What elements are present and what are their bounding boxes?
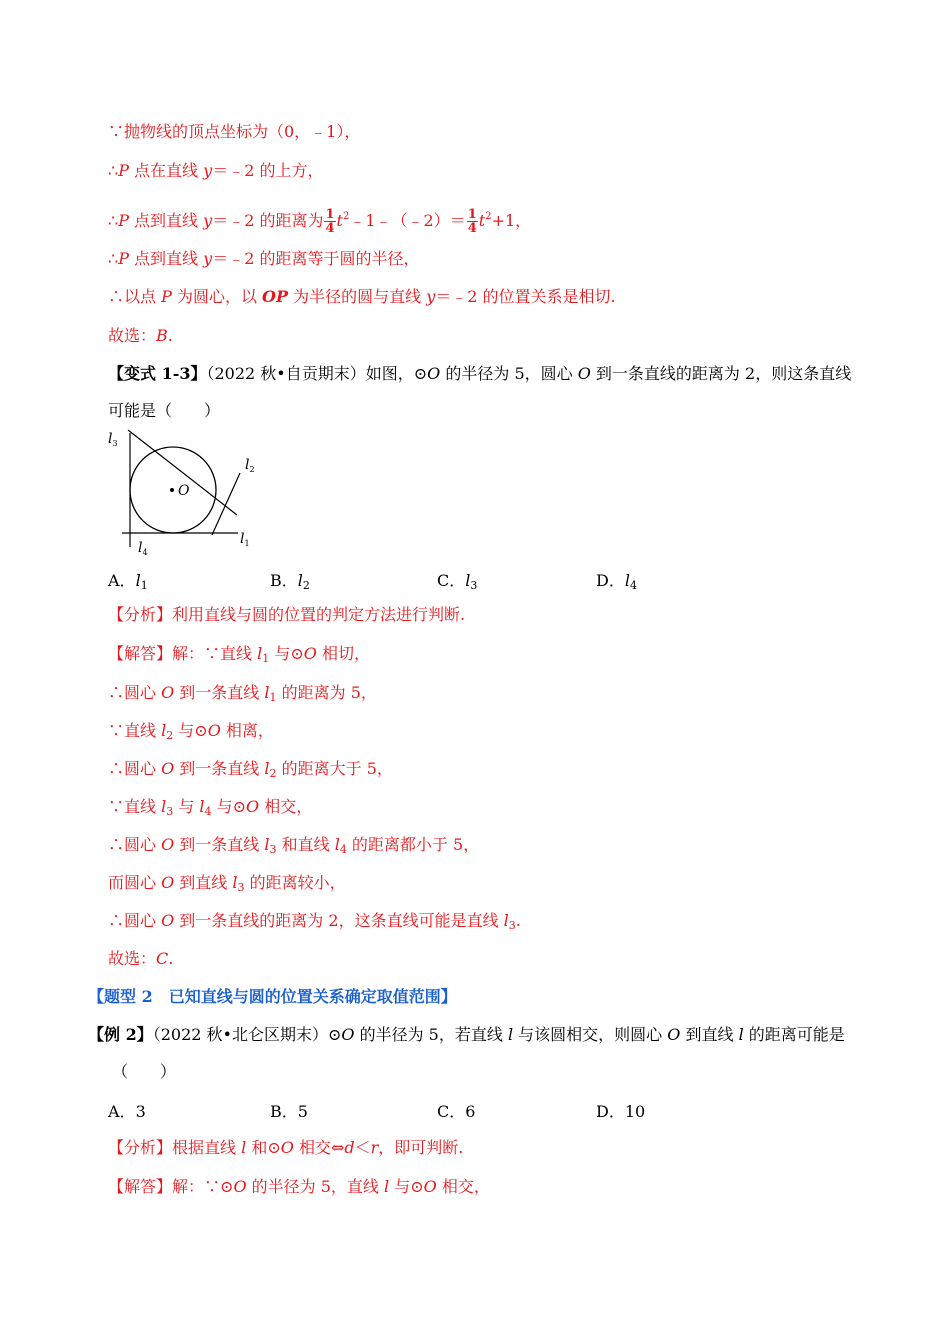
text: 的半径为 5，圆心 [440, 364, 578, 383]
var-o: O [423, 1177, 437, 1196]
text: 到直线 [680, 1025, 739, 1044]
text: 到一条直线的距离为 2，则这条直线 [590, 364, 852, 383]
section-heading: 【题型 2 已知直线与圆的位置关系确定取值范围】 [88, 987, 457, 1006]
var-l: l [334, 835, 340, 854]
text: 与该圆相交，则圆心 [513, 1025, 668, 1044]
text: . [167, 326, 173, 345]
var-o: O [161, 759, 175, 778]
var-o: O [161, 683, 175, 702]
subscript: 1 [140, 579, 148, 592]
text: 到一条直线 [174, 835, 265, 854]
text: 的距离为 5， [276, 683, 377, 702]
var-l: l [232, 873, 238, 892]
analysis-line [108, 1137, 463, 1159]
text: ∵直线 [108, 721, 162, 740]
option-letter: A． [108, 571, 136, 590]
solution-line [108, 160, 323, 182]
answer-tag: 【解答】 [108, 1177, 173, 1196]
subscript: 4 [629, 579, 637, 592]
answer-tag: 【解答】 [108, 644, 173, 663]
subscript: 2 [269, 767, 277, 780]
subscript: 1 [269, 691, 277, 704]
option-letter: A． [108, 1102, 136, 1121]
option-a [108, 1099, 146, 1122]
text: ∵抛物线的顶点坐标为（0，﹣1）， [108, 122, 361, 141]
text: 与 [173, 797, 200, 816]
question-line [112, 1061, 176, 1083]
solution-line [108, 286, 616, 308]
text: 故选： [108, 326, 157, 345]
text: （2022 秋•自贡期末）如图，⊙ [206, 364, 428, 383]
text: 和直线 [276, 835, 335, 854]
var-l: l [199, 797, 205, 816]
text: 与⊙ [173, 721, 208, 740]
text: 的距离较小， [244, 873, 346, 892]
subscript: 3 [166, 805, 174, 818]
label-l1: $l_1$ [240, 531, 250, 548]
subscript: 4 [204, 805, 212, 818]
solution-line [108, 796, 312, 823]
text: ∴ [108, 161, 119, 180]
var-l: l [738, 1025, 744, 1044]
label-l2: $l_2$ [245, 457, 255, 474]
text: ∴圆心 [108, 759, 162, 778]
text: （ ） [112, 1062, 177, 1081]
var-y: y [426, 287, 436, 306]
fraction-denominator: 4 [467, 221, 477, 236]
option-letter: C． [437, 1102, 466, 1121]
text: 点到直线 [128, 249, 204, 268]
option-letter: B． [270, 1102, 298, 1121]
answer-line [108, 643, 370, 670]
answer-line [108, 1176, 490, 1198]
text: 到一条直线 [174, 683, 265, 702]
text: . [168, 949, 174, 968]
var-p: P [161, 287, 172, 306]
text: （2022 秋•北仑区期末）⊙ [152, 1025, 342, 1044]
subscript: 1 [262, 652, 270, 665]
fraction-numerator: 1 [325, 207, 335, 222]
exponent: 2 [342, 211, 350, 222]
var-l: l [161, 721, 167, 740]
subscript: 2 [302, 579, 310, 592]
text: 为半径的圆与直线 [288, 287, 427, 306]
var-o: O [577, 364, 591, 383]
text: 的距离都小于 5， [346, 835, 480, 854]
option-b [270, 568, 310, 592]
text: 与⊙ [269, 644, 304, 663]
option-value: 5 [297, 1102, 308, 1121]
text: ＜ [354, 1138, 371, 1157]
var-l: l [465, 571, 471, 590]
choice-line [108, 948, 173, 970]
text: ＝﹣2 的上方， [212, 161, 324, 180]
center-label: O [178, 483, 190, 499]
text: 到一条直线的距离为 2，这条直线可能是直线 [174, 911, 504, 930]
center-point [170, 488, 174, 492]
question-line [88, 1024, 845, 1046]
label-l3: $l_3$ [108, 431, 118, 448]
text: ＝﹣2 的距离为 [212, 211, 324, 230]
var-l: l [257, 644, 263, 663]
option-value: 6 [465, 1102, 476, 1121]
var-o: O [246, 797, 260, 816]
var-p: P [118, 161, 129, 180]
var-o: O [161, 835, 175, 854]
analysis-tag: 【分析】 [108, 605, 173, 624]
var-l: l [264, 835, 270, 854]
text: ＝﹣2 的距离等于圆的半径， [212, 249, 420, 268]
var-l: l [624, 571, 630, 590]
var-o: O [161, 873, 175, 892]
var-o: O [303, 644, 317, 663]
text: 的半径为 5，若直线 [354, 1025, 508, 1044]
text: 和⊙ [246, 1138, 281, 1157]
option-value: 10 [624, 1102, 646, 1121]
var-op: OP [262, 287, 289, 306]
var-o: O [667, 1025, 681, 1044]
option-letter: C． [437, 571, 466, 590]
option-value: 3 [135, 1102, 146, 1121]
solution-line [108, 682, 377, 709]
var-l: l [264, 683, 270, 702]
text: 解：∵⊙ [172, 1177, 234, 1196]
text: ∴圆心 [108, 683, 162, 702]
text: ，即可判断. [378, 1138, 464, 1157]
subscript: 4 [339, 843, 347, 856]
text: 与⊙ [211, 797, 247, 816]
text: 相交， [259, 797, 313, 816]
var-l: l [241, 1138, 247, 1157]
solution-line [108, 758, 393, 785]
text: 相离， [220, 721, 274, 740]
text: 相切， [316, 644, 370, 663]
question-tag: 【变式 1-3】 [108, 364, 207, 383]
var-l: l [507, 1025, 514, 1044]
var-p: P [118, 249, 129, 268]
option-a [108, 568, 148, 592]
line-l2 [212, 473, 240, 535]
text: 的半径为 5，直线 [246, 1177, 385, 1196]
text: 到直线 [174, 873, 233, 892]
answer-choice: B [156, 326, 168, 345]
text: ∴ [108, 249, 119, 268]
choice-line [108, 325, 173, 347]
var-o: O [161, 911, 175, 930]
var-l: l [135, 571, 141, 590]
solution-line [108, 206, 531, 235]
text: 与⊙ [389, 1177, 424, 1196]
var-p: P [118, 211, 129, 230]
question-tag: 【例 2】 [88, 1025, 153, 1044]
solution-line [108, 910, 521, 937]
text: ∴以点 [108, 287, 162, 306]
question-line [108, 400, 220, 422]
solution-line [108, 834, 479, 861]
var-r: r [370, 1138, 379, 1157]
fraction [324, 208, 335, 235]
line-l3 [128, 430, 237, 515]
var-o: O [280, 1138, 294, 1157]
option-letter: D． [596, 1102, 625, 1121]
var-l: l [161, 797, 167, 816]
text: 到一条直线 [174, 759, 265, 778]
text: 相交， [436, 1177, 490, 1196]
text: . [515, 911, 521, 930]
subscript: 2 [166, 729, 174, 742]
text: ﹣1﹣（﹣2）＝ [349, 211, 466, 230]
var-l: l [297, 571, 303, 590]
text: 解：∵直线 [172, 644, 258, 663]
exponent: 2 [485, 211, 492, 222]
solution-line [108, 872, 346, 899]
text: ∴圆心 [108, 835, 162, 854]
var-t: t [336, 211, 343, 230]
text: 故选： [108, 949, 157, 968]
option-d [596, 1099, 645, 1122]
text: 的距离大于 5， [276, 759, 393, 778]
subscript: 3 [269, 843, 277, 856]
label-l4: $l_4$ [138, 540, 148, 557]
text: 可能是（ ） [108, 401, 221, 420]
var-d: d [344, 1138, 355, 1157]
text: 点在直线 [128, 161, 204, 180]
subscript: 3 [237, 881, 245, 894]
text: 的距离可能是 [743, 1025, 845, 1044]
text: ∴圆心 [108, 911, 162, 930]
var-o: O [207, 721, 221, 740]
text: 点到直线 [128, 211, 204, 230]
fraction-denominator: 4 [325, 221, 335, 236]
solution-line [108, 121, 360, 143]
option-c [437, 1099, 475, 1122]
answer-choice: C [156, 949, 169, 968]
text: 利用直线与圆的位置的判定方法进行判断. [172, 605, 466, 624]
analysis-tag: 【分析】 [108, 1138, 173, 1157]
text: 根据直线 [172, 1138, 242, 1157]
text: 为圆心，以 [171, 287, 263, 306]
var-l: l [503, 911, 509, 930]
var-y: y [203, 249, 213, 268]
text: +1， [491, 211, 532, 230]
option-letter: B． [270, 571, 298, 590]
var-o: O [341, 1025, 355, 1044]
text: ∵直线 [108, 797, 162, 816]
option-letter: D． [596, 571, 625, 590]
subscript: 3 [508, 919, 516, 932]
question-line [108, 363, 851, 385]
fraction [467, 208, 478, 235]
text: 相交⇔ [293, 1138, 345, 1157]
var-l: l [264, 759, 270, 778]
option-b [270, 1099, 308, 1122]
text: ∴ [108, 211, 119, 230]
text: 而圆心 [108, 873, 162, 892]
var-t: t [478, 211, 486, 230]
option-c [437, 568, 477, 592]
solution-line [108, 248, 419, 270]
var-o: O [233, 1177, 247, 1196]
option-d [596, 568, 637, 592]
solution-line [108, 720, 274, 747]
var-y: y [203, 161, 213, 180]
subscript: 3 [470, 579, 478, 592]
circle-lines-figure [100, 425, 270, 560]
analysis-line [108, 604, 465, 626]
var-y: y [203, 211, 213, 230]
var-l: l [384, 1177, 390, 1196]
fraction-numerator: 1 [467, 207, 477, 222]
var-o: O [427, 364, 441, 383]
text: ＝﹣2 的位置关系是相切. [435, 287, 616, 306]
